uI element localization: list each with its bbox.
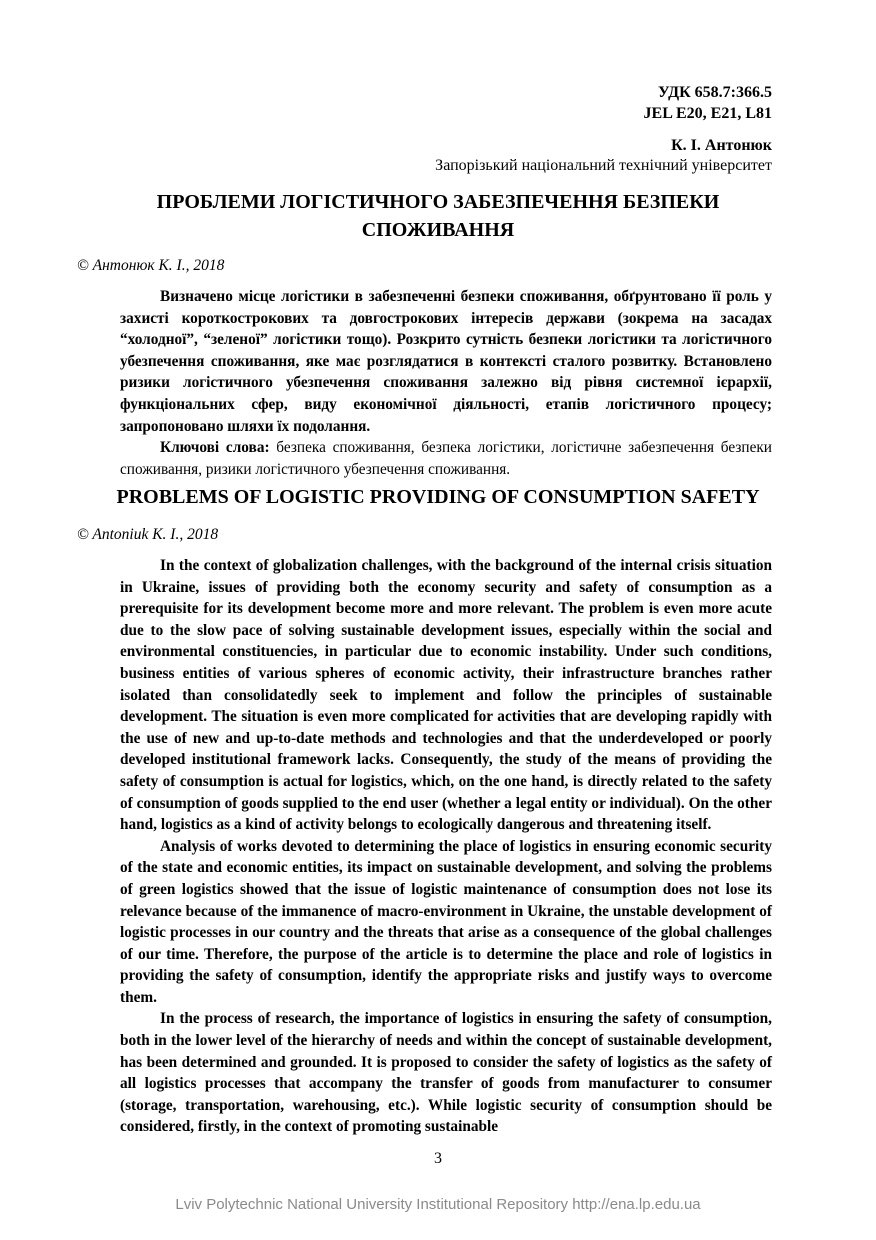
keywords <box>120 437 772 480</box>
paragraph: In the context of globalization challenges, with the background of the internal crisis situation in Ukraine, issues of providing both the economy security and safety of consumption as a prerequisite for its development become more and more relevant. The problem is even more acute due to the slow pace of solving sustainable development issues, especially within the social and environmental constituencies, in particular due to economic instability. Under such conditions, business entities of various spheres of economic activity, their infrastructure branches rather isolated than consolidatedly seek to implement and follow the principles of sustainable development. The situation is even more complicated for activities that are developing rapidly with the use of new and up-to-date methods and technologies and that the underdeveloped or poorly developed institutional framework lacks. Consequently, the study of the means of providing the safety of consumption is actual for logistics, which, on the one hand, is directly related to the safety of consumption of goods supplied to the end user (whether a legal entity or individual). On the other hand, logistics as a kind of activity belongs to ecologically dangerous and threatening itself. <box>120 557 772 834</box>
repository-footer: Lviv Polytechnic National University Institutional Repository http://ena.lp.edu.ua <box>175 1196 701 1213</box>
abstract-ukrainian <box>120 286 772 480</box>
paragraph: Analysis of works devoted to determining the place of logistics in ensuring economic security of the state and economic entities, its impact on sustainable development, and solving the problems of green logistics showed that the issue of logistic maintenance of consumption does not lose its relevance because of the immanence of macro-environment in Ukraine, the unstable development of logistic processes in our country and the threats that arise as a consequence of the global challenges of our time. Therefore, the purpose of the article is to determine the place and role of logistics in providing the safety of consumption, identify the appropriate risks and justify ways to overcome them. <box>120 837 772 1006</box>
keywords-list: безпека споживання, безпека логістики, логістичне забезпечення безпеки споживання, ризики логістичного убезпечення споживання. <box>120 439 772 478</box>
keywords-label: Ключові слова: <box>160 439 270 457</box>
page-number: 3 <box>434 1150 442 1167</box>
copyright-english: © Antoniuk K. I., 2018 <box>77 526 219 543</box>
jel-code: JEL E20, E21, L81 <box>643 105 772 122</box>
author: К. І. Антонюк <box>671 137 772 154</box>
title-ukrainian: ПРОБЛЕМИ ЛОГІСТИЧНОГО ЗАБЕЗПЕЧЕННЯ БЕЗПЕКИ СПОЖИВАННЯ <box>156 191 720 241</box>
title-english: PROBLEMS OF LOGISTIC PROVIDING OF CONSUMPTION SAFETY <box>116 486 760 508</box>
abstract-text: Визначено місце логістики в забезпеченні безпеки споживання, обґрунтовано її роль у захисті короткострокових та довгострокових інтересів держави (зокрема на засадах “холодної”, “зеленої” логістики тощо). Розкрито сутність безпеки логістики та логістичного убезпечення споживання, яке має розглядатися в контексті сталого розвитку. Встановлено ризики логістичного убезпечення споживання залежно від рівня системної ієрархії, функціональних сфер, виду економічної діяльності, етапів логістичного процесу; запропоновано шляхи їх подолання. <box>120 288 772 435</box>
paragraph: In the process of research, the importance of logistics in ensuring the safety of consumption, both in the lower level of the hierarchy of needs and within the concept of sustainable development, has been determined and grounded. It is proposed to consider the safety of logistics as the safety of all logistics processes that accompany the transfer of goods from manufacturer to consumer (storage, transportation, warehousing, etc.). While logistic security of consumption should be considered, firstly, in the context of promoting sustainable <box>120 1010 772 1136</box>
udk-code: УДК 658.7:366.5 <box>657 84 772 101</box>
copyright-ukrainian: © Антонюк К. І., 2018 <box>77 257 225 274</box>
abstract-english <box>120 555 772 1138</box>
affiliation: Запорізький національний технічний університет <box>435 157 772 174</box>
